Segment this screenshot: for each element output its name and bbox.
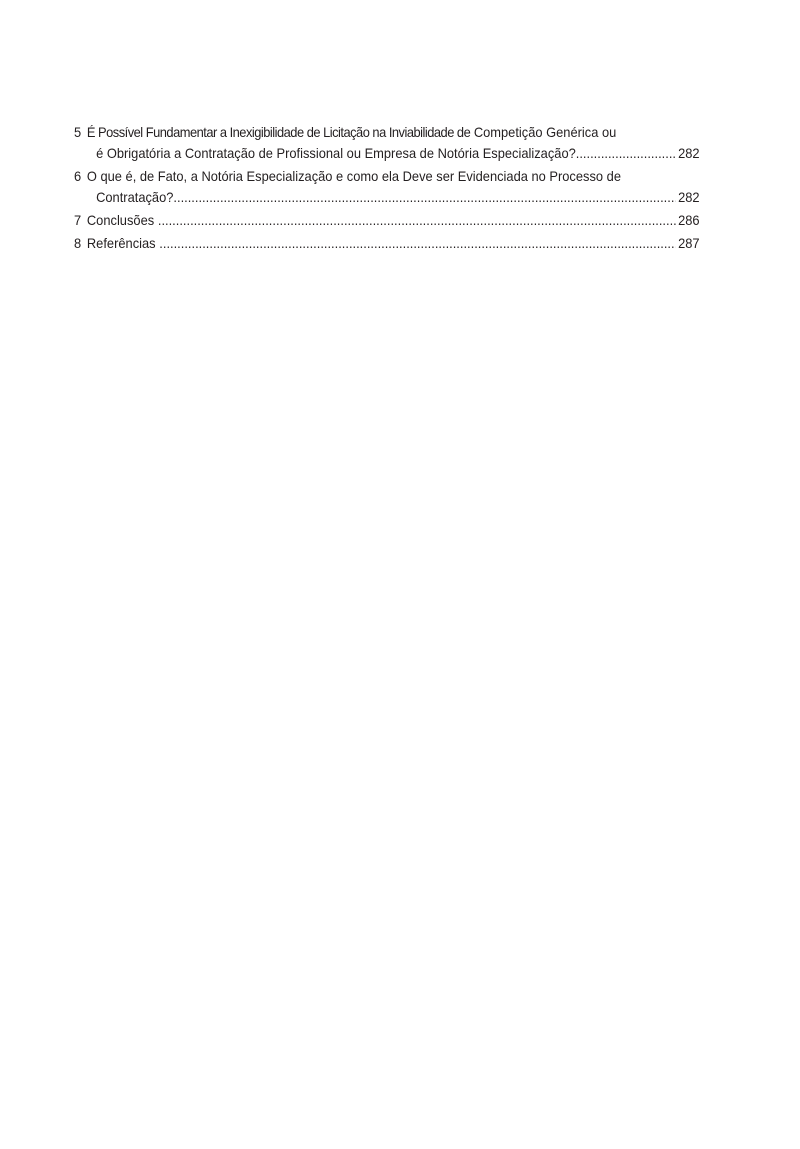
toc-entry-body bbox=[87, 166, 700, 208]
toc-entry-body bbox=[87, 210, 700, 231]
toc-entry-title-condensed: É Possível Fundamentar a Inexigibilidade de Licitação na Inviabilidade de bbox=[86, 124, 471, 140]
toc-entry-6 bbox=[74, 166, 700, 208]
toc-page-number: 287 bbox=[678, 235, 700, 251]
toc-entry-title-continuation: é Obrigatória a Contratação de Profissional ou Empresa de Notória Especialização? bbox=[96, 145, 576, 161]
toc-entry-title-line-1: O que é, de Fato, a Notória Especialização e como ela Deve ser Evidenciada no Processo de bbox=[86, 168, 621, 184]
toc-leader-dots bbox=[576, 143, 676, 164]
toc-page-number: 282 bbox=[678, 145, 700, 161]
toc-entry-number: 8 bbox=[74, 235, 82, 251]
toc-entry-title-line-1 bbox=[87, 122, 700, 143]
toc-entry-title-line-2 bbox=[87, 187, 700, 208]
toc-entry-title: Conclusões bbox=[86, 212, 155, 228]
toc-entry-title: Referências bbox=[86, 235, 156, 251]
toc-entry-title-line bbox=[87, 233, 700, 254]
toc-entry-body bbox=[87, 233, 700, 254]
toc-entry-number: 7 bbox=[74, 212, 82, 228]
toc-entry-title-line-2 bbox=[87, 143, 700, 164]
toc-leader-dots bbox=[154, 210, 675, 231]
toc-entry-body bbox=[87, 122, 700, 164]
toc-page-number: 286 bbox=[678, 212, 700, 228]
toc-entry-number: 5 bbox=[74, 124, 82, 140]
toc-entry-title-continuation: Contratação? bbox=[96, 189, 174, 205]
toc-leader-dots bbox=[156, 233, 676, 254]
toc-page-number: 282 bbox=[678, 189, 700, 205]
toc-entry-5 bbox=[74, 122, 700, 164]
toc-entry-title-rest: Competição Genérica ou bbox=[470, 124, 617, 140]
toc-entry-8 bbox=[74, 233, 700, 254]
table-of-contents bbox=[74, 122, 700, 256]
toc-entry-title-line bbox=[87, 210, 700, 231]
toc-entry-7 bbox=[74, 210, 700, 231]
toc-leader-dots bbox=[173, 187, 675, 208]
toc-entry-number: 6 bbox=[74, 168, 82, 184]
